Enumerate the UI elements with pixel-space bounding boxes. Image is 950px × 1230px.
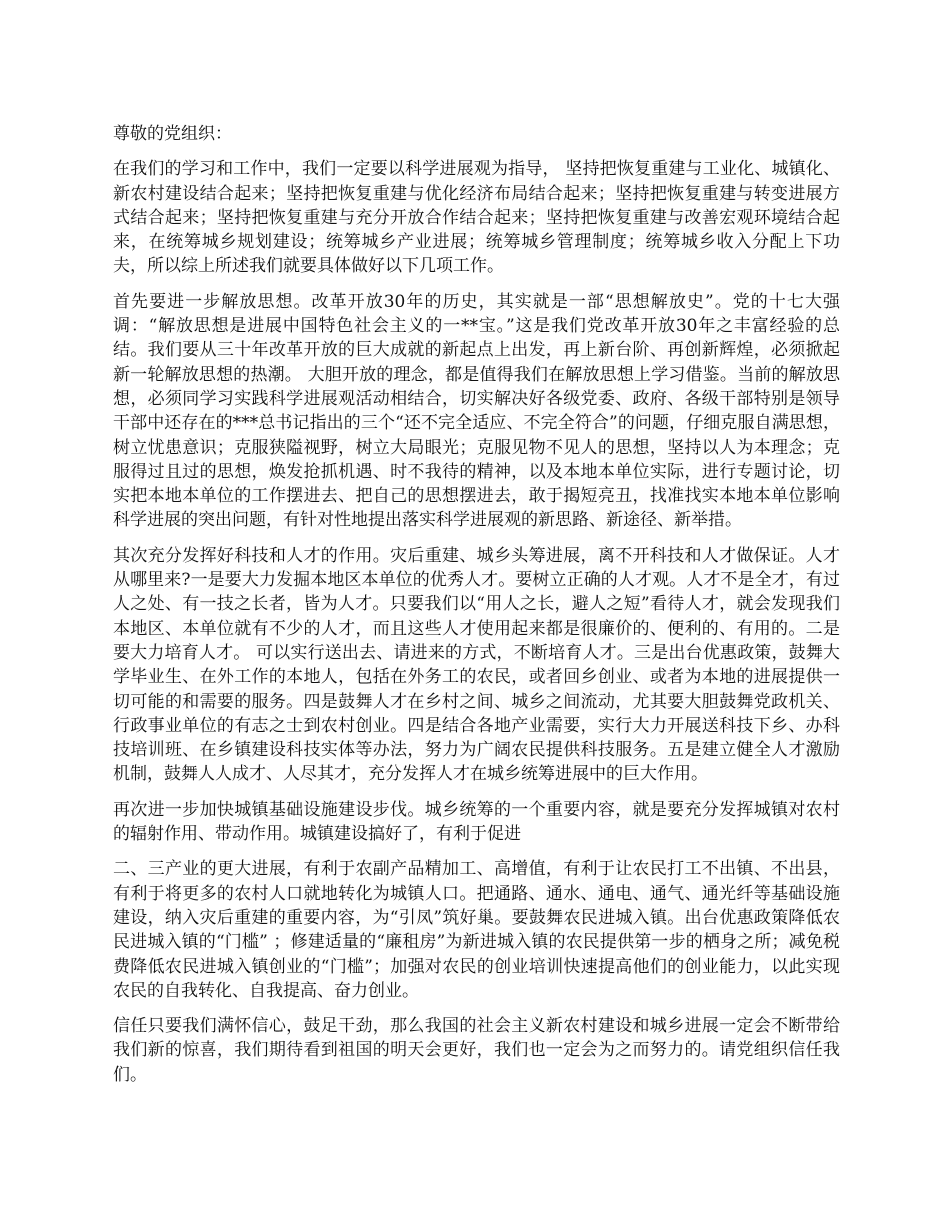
paragraph: 其次充分发挥好科技和人才的作用。灾后重建、城乡头筹进展，离不开科技和人才做保证。人才从哪里来?一是要大力发掘本地区本单位的优秀人才。要树立正确的人才观。人才不是全才，有过人之处、有一技之长者，皆为人才。只要我们以“用人之长，避人之短”看待人才，就会发现我们本地区、本单位就有不少的人才，而且这些人才使用起来都是很廉价的、便利的、有用的。二是要大力培育人才。 可以实行送出去、请进来的方式，不断培育人才。三是出台优惠政策，鼓舞大学毕业生、在外工作的本地人，包括在外务工的农民，或者回乡创业、或者为本地的进展提供一切可能的和需要的服务。四是鼓舞人才在乡村之间、城乡之间流动，尤其要大胆鼓舞党政机关、行政事业单位的有志之士到农村创业。四是结合各地产业需要，实行大力开展送科技下乡、办科技培训班、在乡镇建设科技实体等办法，努力为广阔农民提供科技服务。五是建立健全人才激励机制，鼓舞人人成才、人尽其才，充分发挥人才在城乡统筹进展中的巨大作用。 bbox=[113, 545, 840, 785]
paragraph: 再次进一步加快城镇基础设施建设步伐。城乡统筹的一个重要内容，就是要充分发挥城镇对农村的辐射作用、带动作用。城镇建设搞好了，有利于促进 bbox=[113, 799, 840, 845]
paragraph: 首先要进一步解放思想。改革开放30年的历史，其实就是一部“思想解放史”。党的十七大强调：“解放思想是进展中国特色社会主义的一**宝。”这是我们党改革开放30年之丰富经验的总结。我们要从三十年改革开放的巨大成就的新起点上出发，再上新台阶、再创新辉煌，必须掀起新一轮解放思想的热潮。 大胆开放的理念，都是值得我们在解放思想上学习借鉴。当前的解放思想，必须同学习实践科学进展观活动相结合，切实解决好各级党委、政府、各级干部特别是领导干部中还存在的***总书记指出的三个“还不完全适应、不完全符合”的问题，仔细克服自满思想，树立忧患意识；克服狭隘视野，树立大局眼光；克服见物不见人的思想，坚持以人为本理念；克服得过且过的思想，焕发抢抓机遇、时不我待的精神，以及本地本单位实际，进行专题讨论，切实把本地本单位的工作摆进去、把自己的思想摆进去，敢于揭短亮丑，找准找实本地本单位影响科学进展的突出问题，有针对性地提出落实科学进展观的新思路、新途径、新举措。 bbox=[113, 291, 840, 531]
salutation: 尊敬的党组织： bbox=[113, 124, 232, 144]
paragraph: 信任只要我们满怀信心，鼓足干劲，那么我国的社会主义新农村建设和城乡进展一定会不断带给我们新的惊喜，我们期待看到祖国的明天会更好，我们也一定会为之而努力的。请党组织信任我们。 bbox=[113, 1016, 840, 1085]
paragraph: 在我们的学习和工作中，我们一定要以科学进展观为指导， 坚持把恢复重建与工业化、城镇化、新农村建设结合起来；坚持把恢复重建与优化经济布局结合起来；坚持把恢复重建与转变进展方式结合起来；坚持把恢复重建与充分开放合作结合起来；坚持把恢复重建与改善宏观环境结合起来，在统筹城乡规划建设；统筹城乡产业进展；统筹城乡管理制度；统筹城乡收入分配上下功夫，所以综上所述我们就要具体做好以下几项工作。 bbox=[113, 159, 840, 277]
document-page bbox=[113, 122, 840, 1098]
paragraph: 二、三产业的更大进展，有利于农副产品精加工、高增值，有利于让农民打工不出镇、不出县，有利于将更多的农村人口就地转化为城镇人口。把通路、通水、通电、通气、通光纤等基础设施建设，纳入灾后重建的重要内容，为“引凤”筑好巢。要鼓舞农民进城入镇。出台优惠政策降低农民进城入镇的“门槛” ；修建适量的“廉租房”为新进城入镇的农民提供第一步的栖身之所；减免税费降低农民进城入镇创业的“门槛”；加强对农民的创业培训快速提高他们的创业能力，以此实现农民的自我转化、自我提高、奋力创业。 bbox=[113, 859, 840, 1001]
